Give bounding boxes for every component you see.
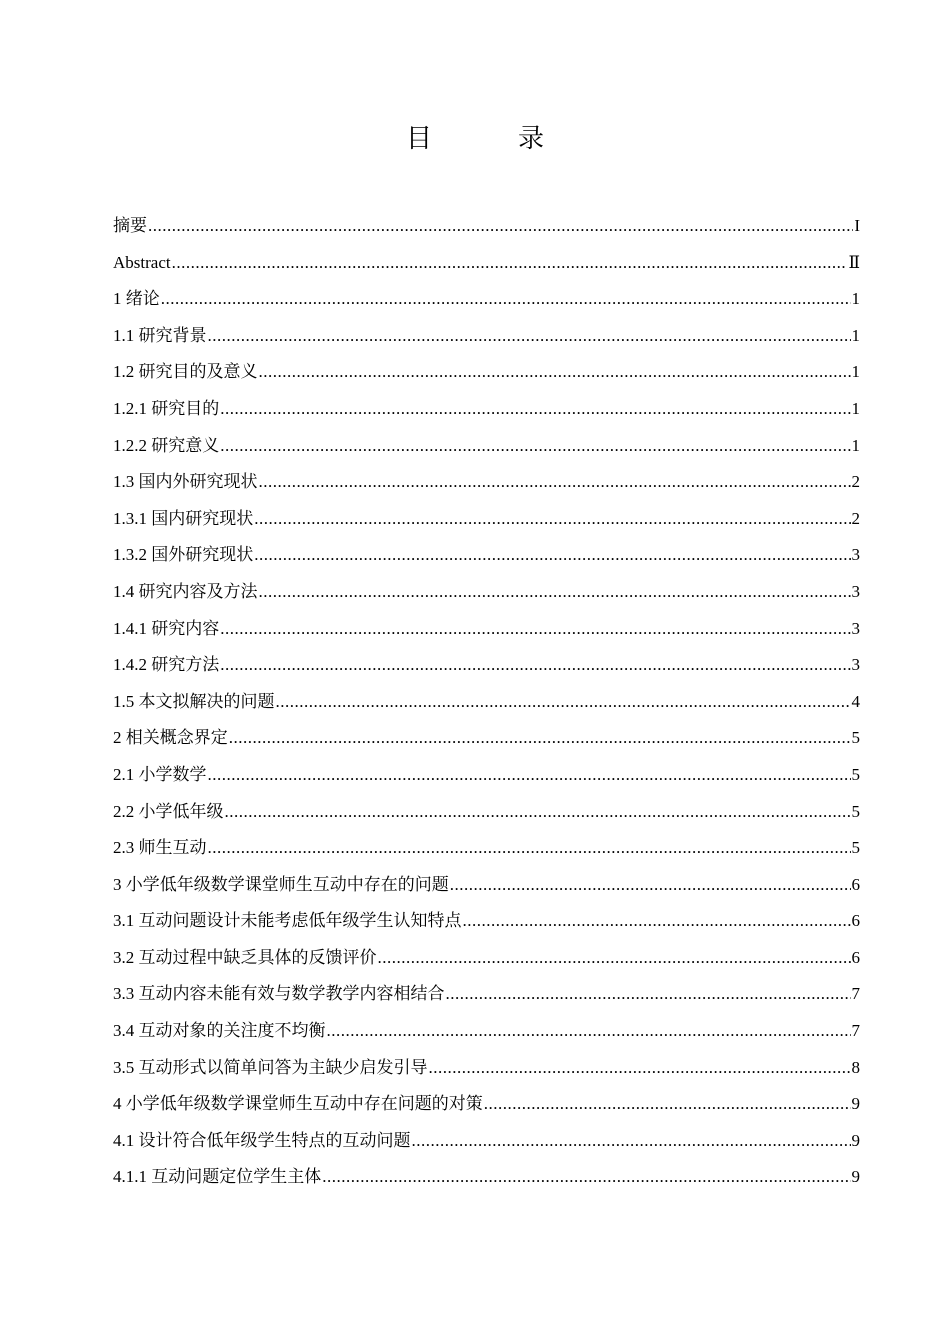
toc-entry[interactable] — [113, 354, 860, 391]
toc-dot-leader — [208, 318, 851, 355]
toc-entry-page-number: 9 — [851, 1130, 860, 1150]
toc-entry-page-number: 6 — [851, 947, 860, 967]
toc-entry-label: 1.4 研究内容及方法 — [113, 581, 258, 601]
toc-entry-label: Abstract — [113, 252, 171, 272]
toc-entry[interactable] — [113, 940, 860, 977]
toc-entry-page-number: 1 — [851, 435, 860, 455]
toc-entry-label: 4.1 设计符合低年级学生特点的互动问题 — [113, 1130, 411, 1150]
toc-dot-leader — [229, 720, 851, 757]
toc-dot-leader — [208, 830, 851, 867]
toc-entry-page-number: 8 — [851, 1057, 860, 1077]
toc-entry[interactable] — [113, 1159, 860, 1196]
toc-dot-leader — [322, 1159, 850, 1196]
toc-dot-leader — [412, 1123, 851, 1160]
toc-dot-leader — [484, 1086, 851, 1123]
page-title: 目 录 — [405, 124, 574, 154]
toc-entry-label: 1.5 本文拟解决的问题 — [113, 691, 275, 711]
toc-entry-page-number: 1 — [851, 325, 860, 345]
toc-entry-label: 1.2 研究目的及意义 — [113, 362, 258, 382]
toc-entry[interactable] — [113, 281, 860, 318]
toc-dot-leader — [254, 537, 850, 574]
toc-dot-leader — [161, 281, 851, 318]
toc-entry-page-number: I — [854, 216, 860, 235]
toc-entry-label: 4 小学低年级数学课堂师生互动中存在问题的对策 — [113, 1094, 483, 1114]
toc-entry[interactable] — [113, 794, 860, 831]
toc-entry[interactable] — [113, 976, 860, 1013]
toc-dot-leader — [225, 794, 851, 831]
toc-dot-leader — [259, 354, 851, 391]
toc-entry[interactable] — [113, 1013, 860, 1050]
toc-dot-leader — [327, 1013, 851, 1050]
toc-entry[interactable] — [113, 501, 860, 538]
toc-entry-page-number: 1 — [851, 289, 860, 309]
toc-entry-label: 1.4.1 研究内容 — [113, 618, 220, 638]
toc-entry-label: 摘要 — [113, 216, 147, 235]
toc-dot-leader — [254, 501, 850, 538]
toc-entry-page-number: 9 — [851, 1094, 860, 1114]
toc-dot-leader — [220, 611, 850, 648]
toc-entry-label: 1.3.2 国外研究现状 — [113, 545, 254, 565]
toc-entry[interactable] — [113, 318, 860, 355]
toc-dot-leader — [208, 757, 851, 794]
toc-entry-page-number: 3 — [851, 655, 860, 675]
toc-entry-page-number: 5 — [851, 801, 860, 821]
toc-entry-page-number: 2 — [851, 472, 860, 492]
toc-entry-label: 3.3 互动内容未能有效与数学教学内容相结合 — [113, 984, 445, 1004]
toc-entry-page-number: 3 — [851, 545, 860, 565]
toc-entry[interactable] — [113, 428, 860, 465]
toc-entry-label: 1.1 研究背景 — [113, 325, 207, 345]
toc-entry-label: 1.3 国内外研究现状 — [113, 472, 258, 492]
toc-entry-page-number: 3 — [851, 581, 860, 601]
toc-entry-page-number: 6 — [851, 874, 860, 894]
toc-entry[interactable] — [113, 830, 860, 867]
toc-dot-leader — [220, 428, 850, 465]
toc-dot-leader — [148, 208, 853, 245]
toc-entry-label: 3 小学低年级数学课堂师生互动中存在的问题 — [113, 874, 449, 894]
toc-entry[interactable] — [113, 1123, 860, 1160]
toc-entry[interactable] — [113, 903, 860, 940]
toc-entry[interactable] — [113, 757, 860, 794]
toc-entry-page-number: 7 — [851, 984, 860, 1004]
toc-entry[interactable] — [113, 245, 860, 282]
toc-entry-label: 3.5 互动形式以简单问答为主缺少启发引导 — [113, 1057, 428, 1077]
toc-entry[interactable] — [113, 574, 860, 611]
toc-entry[interactable] — [113, 1086, 860, 1123]
toc-entry[interactable] — [113, 867, 860, 904]
toc-entry[interactable] — [113, 208, 860, 245]
toc-entry-label: 3.1 互动问题设计未能考虑低年级学生认知特点 — [113, 911, 462, 931]
toc-entry[interactable] — [113, 684, 860, 721]
toc-dot-leader — [429, 1050, 851, 1087]
toc-list — [113, 208, 860, 1196]
toc-entry-label: 3.2 互动过程中缺乏具体的反馈评价 — [113, 947, 377, 967]
toc-entry-label: 1.2.1 研究目的 — [113, 398, 220, 418]
toc-entry[interactable] — [113, 464, 860, 501]
toc-dot-leader — [463, 903, 851, 940]
toc-entry[interactable] — [113, 720, 860, 757]
toc-dot-leader — [259, 464, 851, 501]
toc-entry-label: 1 绪论 — [113, 289, 160, 309]
toc-dot-leader — [220, 391, 850, 428]
toc-entry[interactable] — [113, 611, 860, 648]
toc-entry[interactable] — [113, 391, 860, 428]
toc-entry-page-number: Ⅱ — [848, 252, 860, 272]
toc-entry-label: 3.4 互动对象的关注度不均衡 — [113, 1021, 326, 1041]
toc-entry-page-number: 9 — [851, 1167, 860, 1187]
toc-entry-label: 1.3.1 国内研究现状 — [113, 508, 254, 528]
toc-entry-page-number: 5 — [851, 838, 860, 858]
toc-entry-page-number: 7 — [851, 1021, 860, 1041]
toc-entry-label: 2.2 小学低年级 — [113, 801, 224, 821]
toc-entry[interactable] — [113, 537, 860, 574]
toc-entry-page-number: 3 — [851, 618, 860, 638]
toc-dot-leader — [220, 647, 850, 684]
toc-entry-page-number: 6 — [851, 911, 860, 931]
toc-entry[interactable] — [113, 647, 860, 684]
toc-entry-label: 1.4.2 研究方法 — [113, 655, 220, 675]
toc-entry-page-number: 4 — [851, 691, 860, 711]
toc-entry-label: 2.3 师生互动 — [113, 838, 207, 858]
toc-entry-page-number: 1 — [851, 362, 860, 382]
toc-entry-label: 2 相关概念界定 — [113, 728, 228, 748]
toc-entry-page-number: 2 — [851, 508, 860, 528]
toc-entry[interactable] — [113, 1050, 860, 1087]
toc-dot-leader — [450, 867, 851, 904]
toc-dot-leader — [446, 976, 851, 1013]
toc-dot-leader — [172, 245, 848, 282]
toc-entry-page-number: 5 — [851, 728, 860, 748]
toc-dot-leader — [276, 684, 851, 721]
toc-entry-page-number: 1 — [851, 398, 860, 418]
toc-dot-leader — [259, 574, 851, 611]
toc-dot-leader — [378, 940, 851, 977]
toc-entry-page-number: 5 — [851, 764, 860, 784]
toc-entry-label: 4.1.1 互动问题定位学生主体 — [113, 1167, 322, 1187]
toc-entry-label: 2.1 小学数学 — [113, 764, 207, 784]
toc-entry-label: 1.2.2 研究意义 — [113, 435, 220, 455]
